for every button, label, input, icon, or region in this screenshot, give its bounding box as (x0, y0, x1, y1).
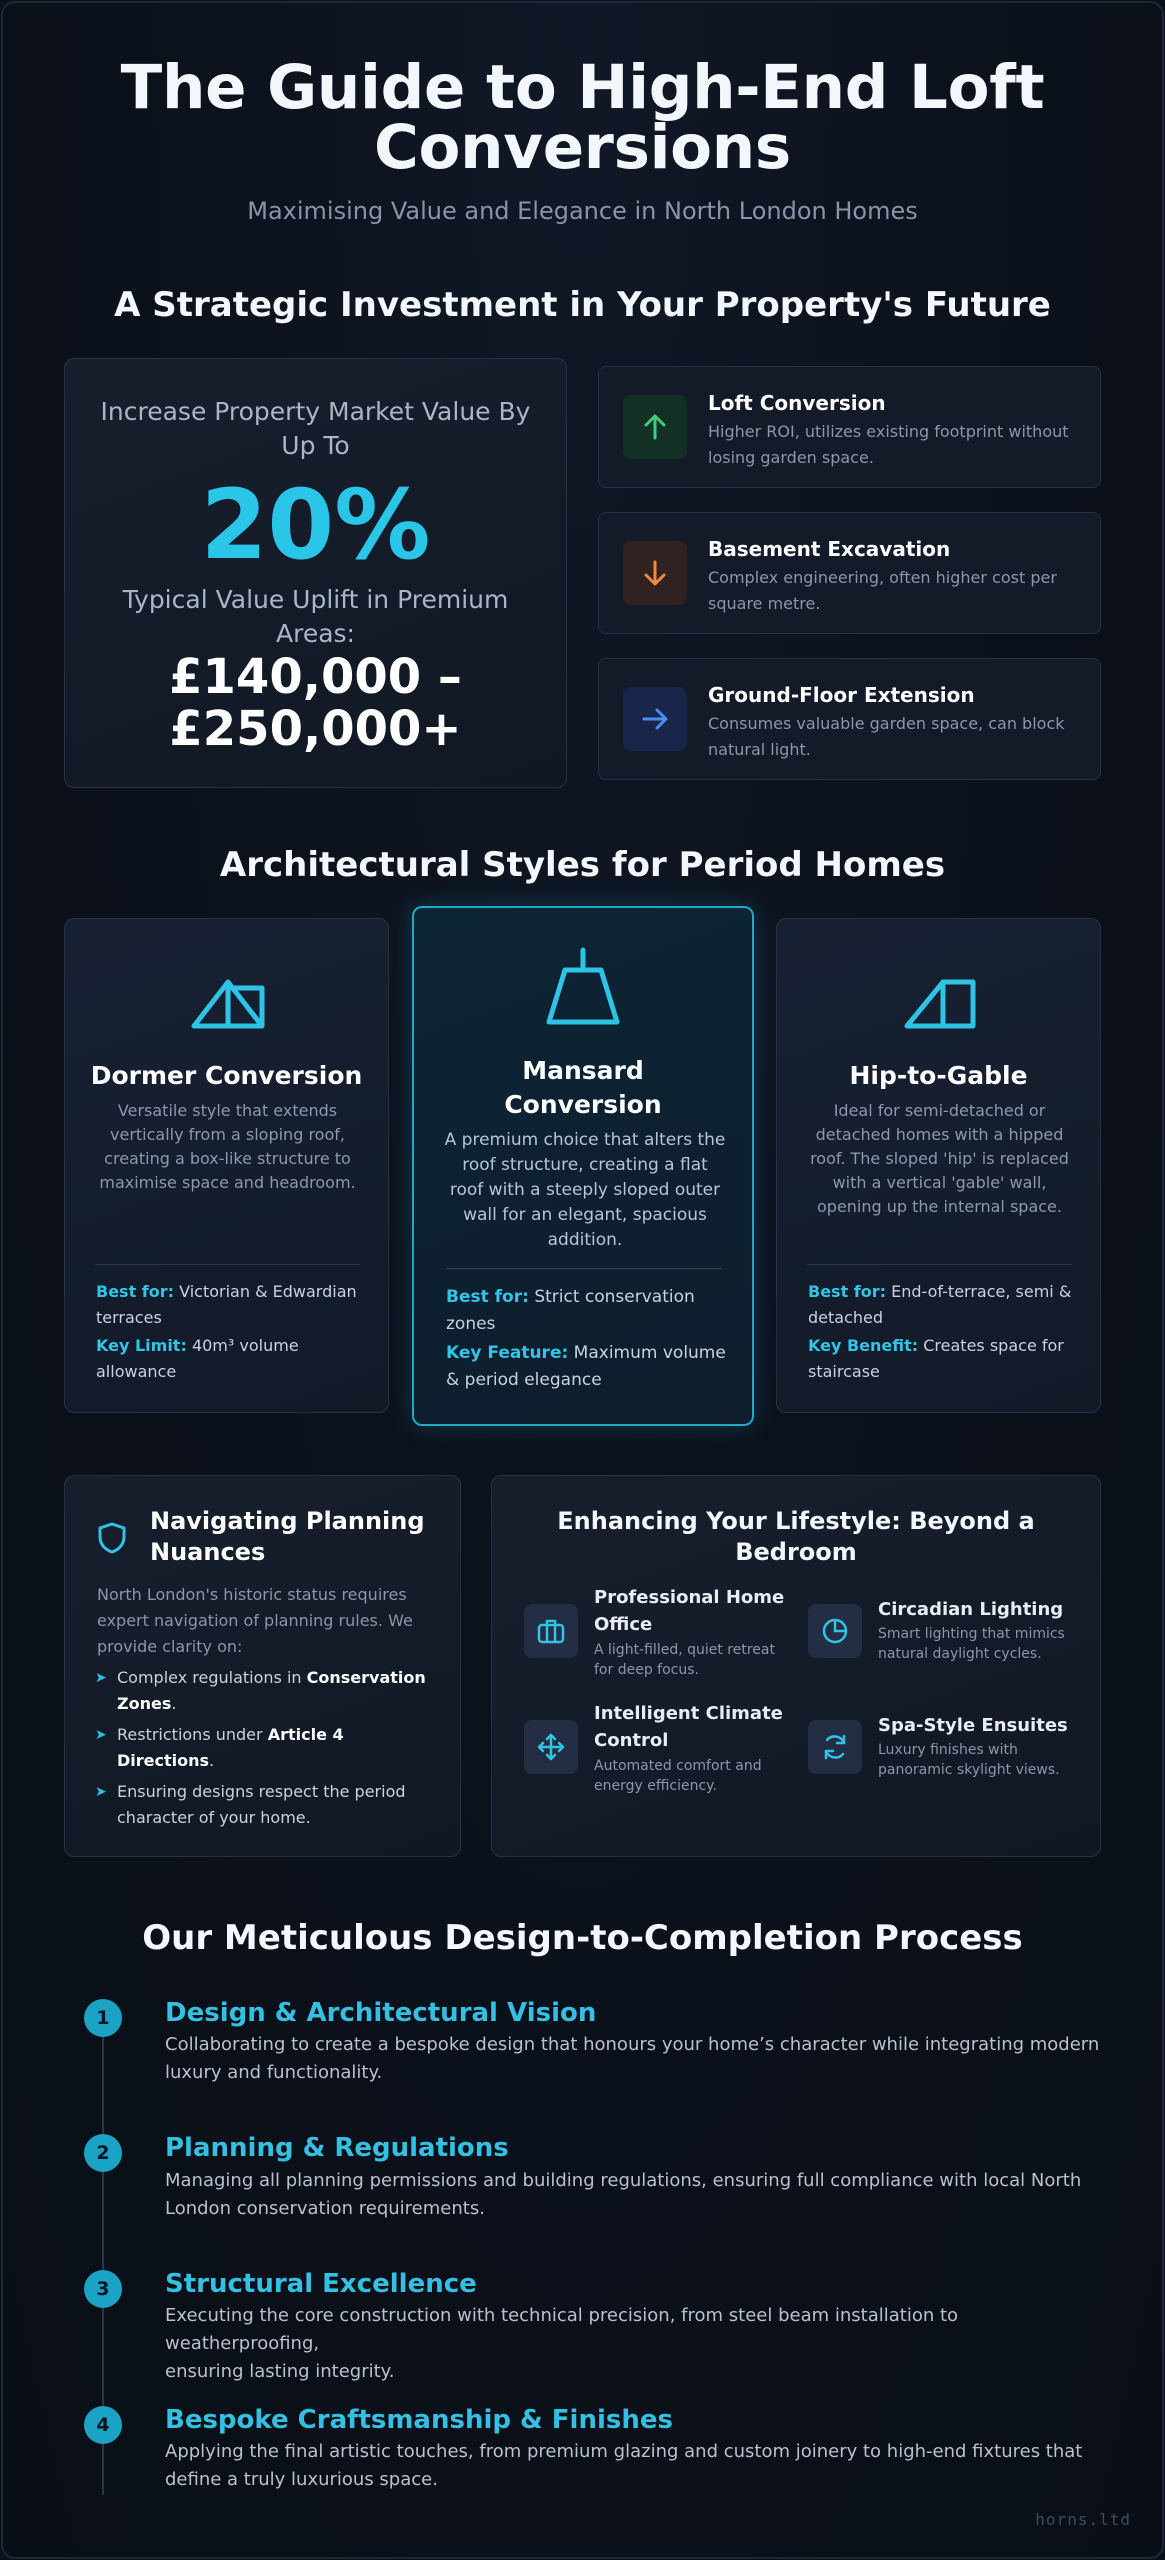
page-subtitle: Maximising Value and Elegance in North London Homes (247, 197, 918, 225)
style-desc: A premium choice that alters the roof structure, creating a flat roof with a steeply sloped outer wall for an elegant, spacious addition. (444, 1130, 726, 1250)
style-desc: Versatile style that extends vertically from a sloping roof, creating a box-like structure to maximise space and headroom. (99, 1101, 356, 1192)
step-number: 3 (84, 2270, 122, 2308)
dormer-roof-icon (190, 974, 266, 1034)
refresh-icon (808, 1720, 862, 1774)
step-number: 4 (84, 2406, 122, 2444)
step-desc: Executing the core construction with technical precision, from steel beam installation to weatherproofing, ensuring lasting integrity. (165, 2305, 959, 2382)
feature-desc: A light-filled, quiet retreat for deep focus. (594, 1642, 775, 1678)
step-desc: Applying the final artistic touches, from premium glazing and custom joinery to high-end fixtures that define a truly luxurious space. (165, 2441, 1083, 2490)
gable-roof-icon (903, 974, 977, 1034)
style-key-benefit: Key Benefit: Creates space for staircase (808, 1336, 1064, 1381)
feature-desc: Automated comfort and energy efficiency. (594, 1758, 762, 1794)
stat-uplift-label: Typical Value Uplift in Premium Areas: (122, 585, 509, 648)
option-desc: Higher ROI, utilizes existing footprint without losing garden space. (708, 422, 1069, 467)
stat-lead: Increase Property Market Value By Up To (100, 397, 531, 460)
option-basement-excavation (598, 512, 1101, 634)
mansard-roof-icon (541, 946, 625, 1032)
planning-title: Navigating Planning Nuances (150, 1507, 425, 1566)
step-desc: Collaborating to create a bespoke design that honours your home’s character while integrating modern luxury and functionality. (165, 2034, 1100, 2083)
step-title: Bespoke Craftsmanship & Finishes (165, 2405, 673, 2435)
divider (446, 1268, 722, 1269)
planning-bullet: ➤ Ensuring designs respect the period character of your home. (95, 1782, 406, 1827)
arrow-down-icon (623, 541, 687, 605)
feature-title: Spa-Style Ensuites (878, 1715, 1068, 1736)
feature-title: Professional Home Office (594, 1587, 785, 1635)
option-desc: Consumes valuable garden space, can block natural light. (708, 714, 1065, 759)
feature-desc: Luxury finishes with panoramic skylight views. (878, 1742, 1060, 1778)
feature-title: Circadian Lighting (878, 1599, 1064, 1620)
pie-clock-icon (808, 1604, 862, 1658)
value-stat-card (64, 358, 567, 788)
step-title: Design & Architectural Vision (165, 1998, 597, 2028)
arrow-right-icon (623, 687, 687, 751)
footer-brand: horns.ltd (1035, 2510, 1131, 2529)
style-title: Dormer Conversion (90, 1061, 363, 1090)
planning-intro: North London's historic status requires expert navigation of planning rules. We provide clarity on: (97, 1585, 413, 1656)
style-desc: Ideal for semi-detached or detached homes with a hipped roof. The sloped 'hip' is replaced with a vertical 'gable' wall, opening up the internal space. (810, 1101, 1069, 1216)
option-desc: Complex engineering, often higher cost per square metre. (708, 568, 1057, 613)
style-key-feature: Key Feature: Maximum volume & period elegance (446, 1343, 726, 1390)
option-ground-floor-extension (598, 658, 1101, 780)
style-card-mansard (412, 906, 754, 1426)
step-title: Structural Excellence (165, 2269, 477, 2299)
divider (95, 1264, 360, 1265)
process-heading: Our Meticulous Design-to-Completion Process (142, 1918, 1023, 1958)
feature-desc: Smart lighting that mimics natural daylight cycles. (878, 1626, 1065, 1662)
style-title: Mansard Conversion (504, 1056, 662, 1119)
style-title: Hip-to-Gable (849, 1061, 1028, 1090)
option-loft-conversion (598, 366, 1101, 488)
step-desc: Managing all planning permissions and building regulations, ensuring full compliance with local North London conservation requirements. (165, 2170, 1082, 2219)
style-card-hip-to-gable (776, 918, 1101, 1413)
stat-percent: 20% (200, 469, 431, 581)
briefcase-icon (524, 1604, 578, 1658)
option-title: Loft Conversion (708, 391, 886, 415)
divider (807, 1264, 1072, 1265)
style-best-for: Best for: Strict conservation zones (446, 1287, 695, 1334)
step-number: 1 (84, 1999, 122, 2037)
planning-bullet: ➤ Complex regulations in Conservation Zones. (95, 1668, 426, 1713)
arrow-up-icon (623, 395, 687, 459)
option-title: Basement Excavation (708, 537, 951, 561)
shield-icon (97, 1521, 127, 1559)
lifestyle-card (491, 1475, 1101, 1857)
style-best-for: Best for: Victorian & Edwardian terraces (96, 1282, 357, 1327)
lifestyle-title: Enhancing Your Lifestyle: Beyond a Bedroom (557, 1507, 1035, 1566)
move-arrows-icon (524, 1720, 578, 1774)
step-title: Planning & Regulations (165, 2133, 509, 2163)
option-title: Ground-Floor Extension (708, 683, 975, 707)
styles-heading: Architectural Styles for Period Homes (219, 845, 946, 885)
step-number: 2 (84, 2134, 122, 2172)
feature-title: Intelligent Climate Control (594, 1703, 783, 1751)
stat-range: £140,000 – £250,000+ (169, 649, 462, 757)
planning-bullet: ➤ Restrictions under Article 4 Directions. (95, 1725, 344, 1770)
style-card-dormer (64, 918, 389, 1413)
style-key-limit: Key Limit: 40m³ volume allowance (96, 1336, 299, 1381)
investment-heading: A Strategic Investment in Your Property's Future (114, 285, 1051, 325)
style-best-for: Best for: End-of-terrace, semi & detached (808, 1282, 1072, 1327)
page-title: The Guide to High-End Loft Conversions (120, 52, 1045, 183)
